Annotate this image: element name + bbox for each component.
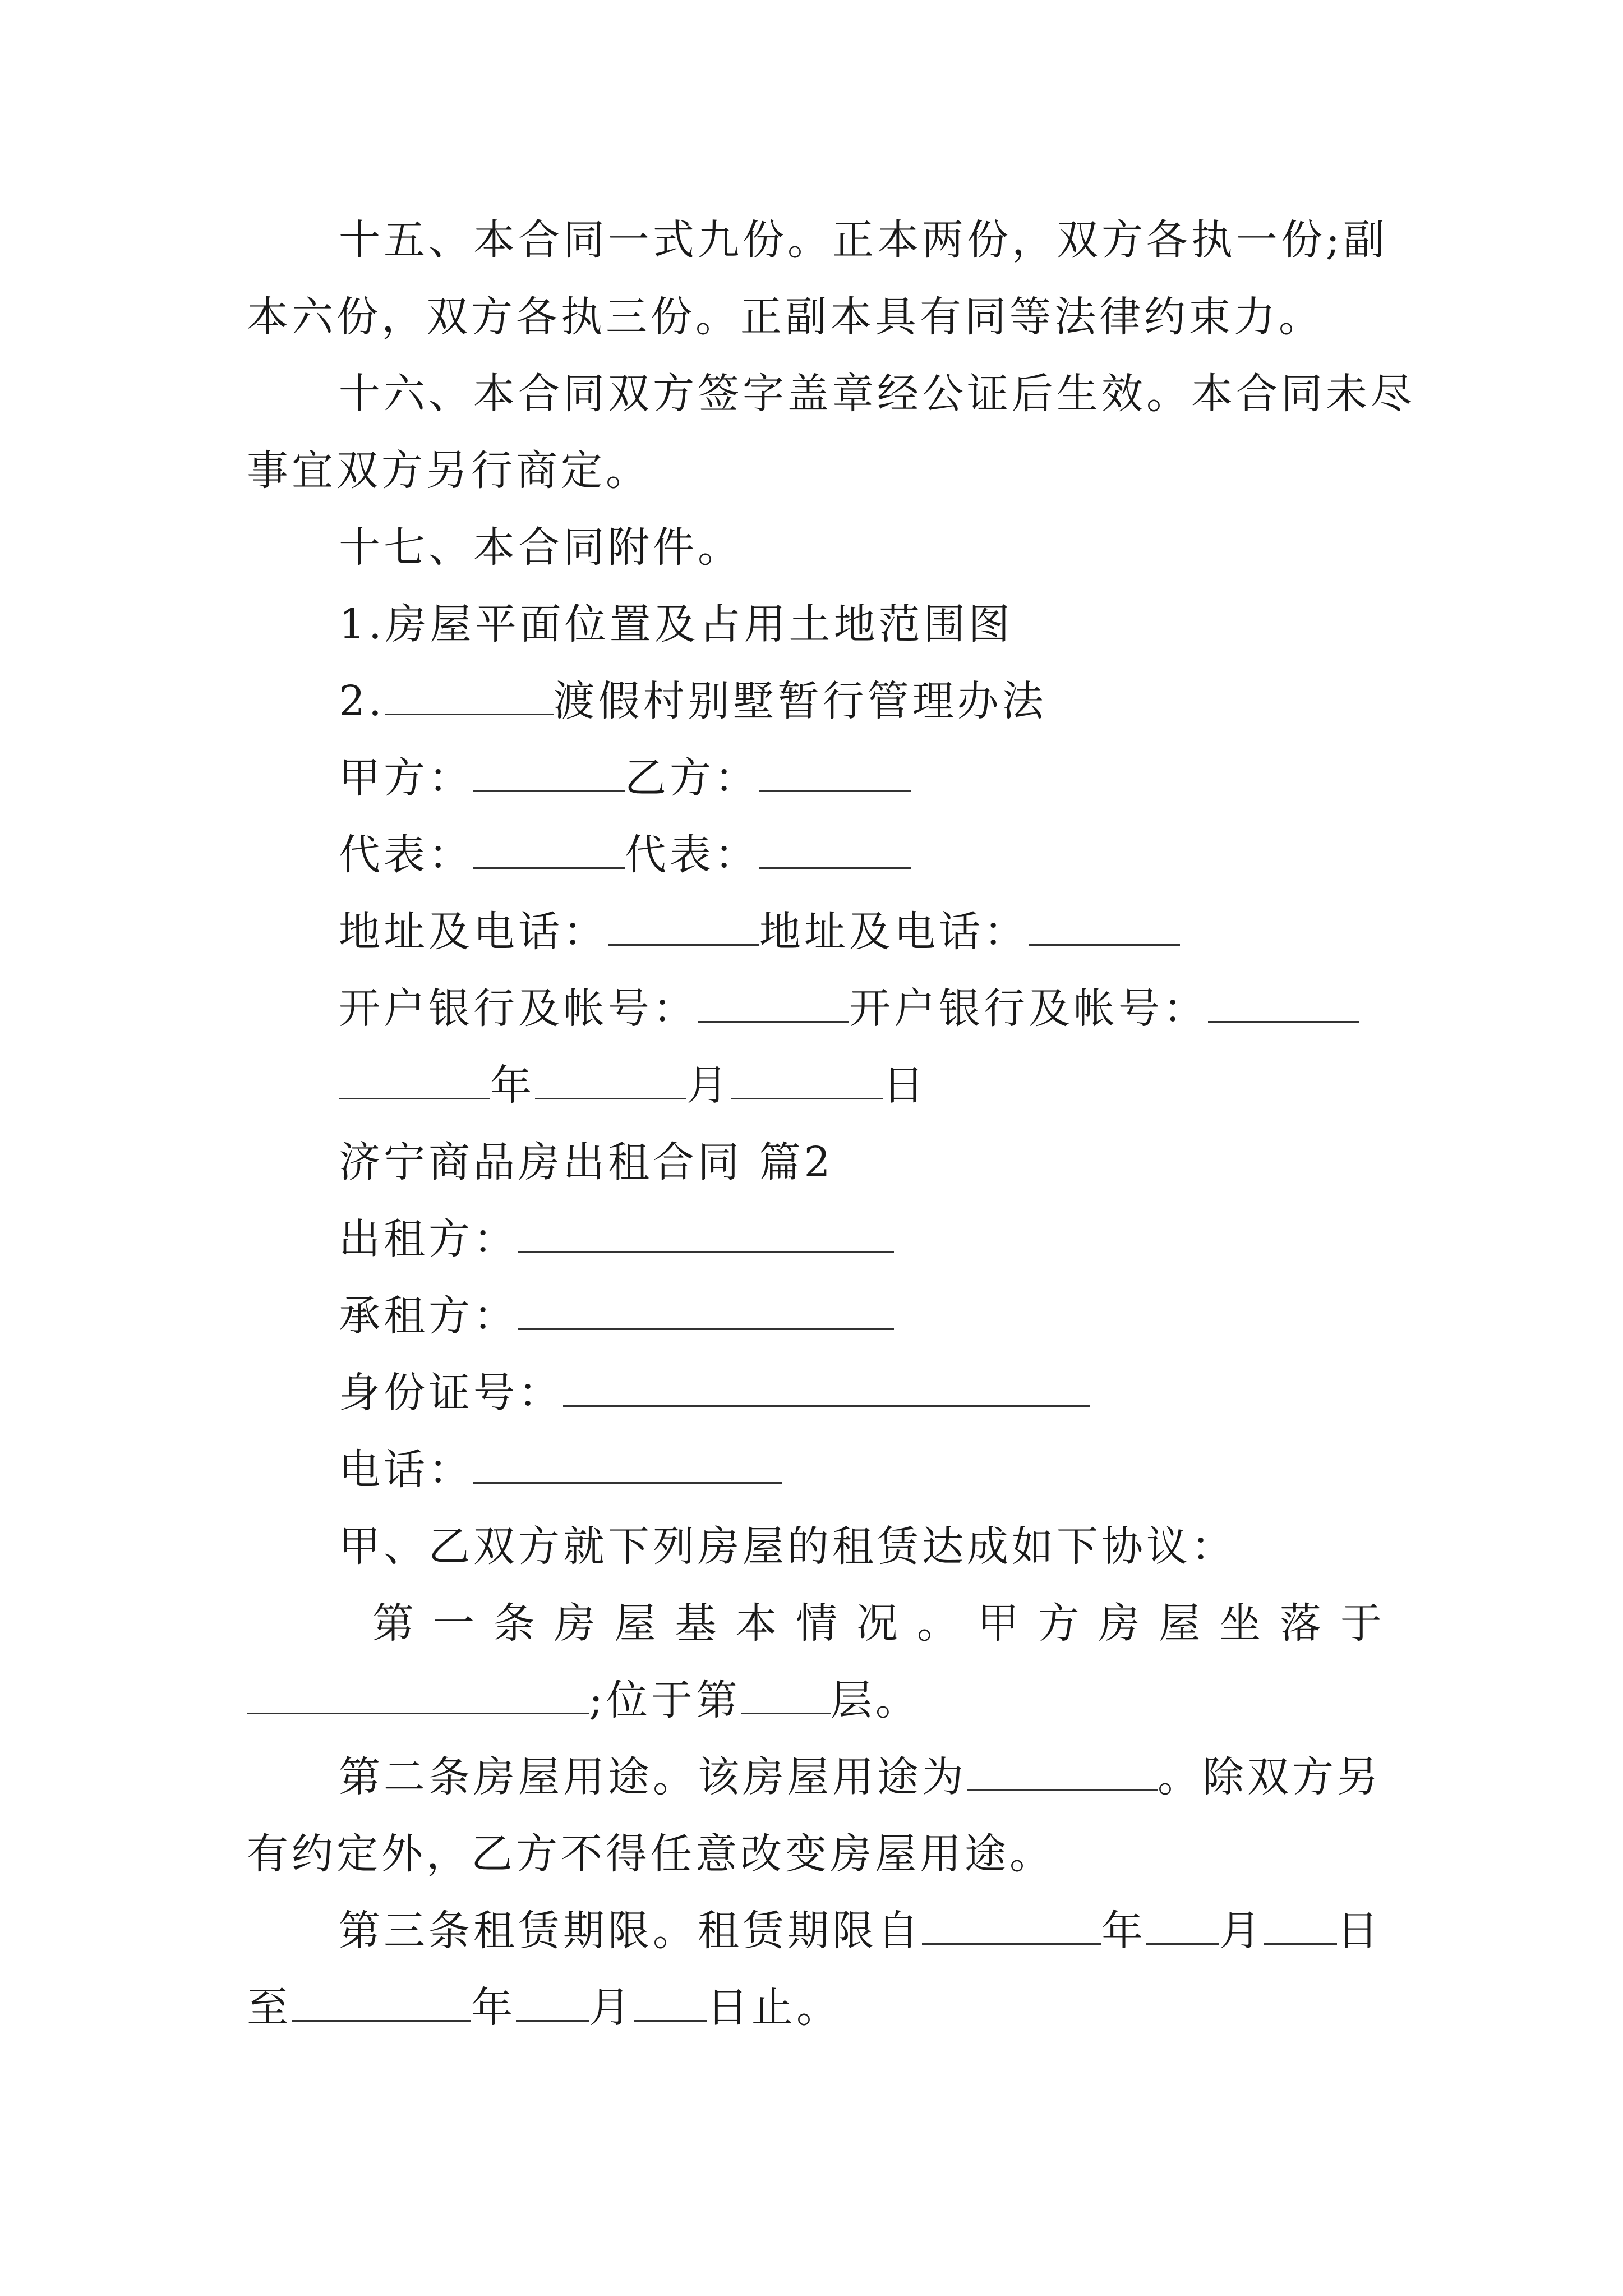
phone-line	[339, 1442, 1385, 1498]
article-1-char: 。	[916, 1599, 962, 1648]
article-3-line-2-prefix: 至	[247, 1984, 292, 2032]
article-3-prefix: 第三条租赁期限。租赁期限自	[339, 1907, 922, 1955]
end-day-blank	[634, 1981, 707, 2022]
party-b-label: 乙方：	[625, 754, 759, 802]
rep-b-label: 代表：	[625, 831, 759, 879]
article-1-line-1	[372, 1595, 1385, 1651]
clause-15-line-1: 十五、本合同一式九份。正本两份，双方各执一份;副	[339, 216, 1388, 264]
addr-b-blank	[1029, 905, 1180, 946]
agreement-intro: 甲、乙双方就下列房屋的租赁达成如下协议：	[339, 1522, 1236, 1571]
clause-17: 十七、本合同附件。	[339, 523, 743, 572]
start-day-blank	[1264, 1904, 1337, 1945]
article-1-char: 情	[796, 1599, 841, 1648]
article-2-prefix: 第二条房屋用途。该房屋用途为	[339, 1753, 967, 1801]
article-1-line-2	[247, 1672, 1385, 1728]
clause-16-line-2: 事宜双方另行商定。	[247, 447, 651, 495]
section-title: 济宁商品房出租合同 篇2	[339, 1138, 834, 1186]
floor-prefix: ;位于第	[589, 1676, 741, 1724]
bank-a-blank	[698, 982, 849, 1023]
address-phone-line	[339, 904, 1385, 960]
party-signature-line	[339, 750, 1385, 806]
end-month-blank	[516, 1981, 589, 2022]
start-year-label: 年	[1101, 1907, 1146, 1955]
start-day-label: 日	[1337, 1907, 1382, 1955]
article-1-char: 第	[372, 1599, 417, 1648]
attachment-2-text: 渡假村别墅暂行管理办法	[553, 677, 1047, 725]
addr-a-blank	[608, 905, 759, 946]
article-1-char: 落	[1280, 1599, 1325, 1648]
attachment-2	[339, 673, 1385, 729]
start-year-blank	[922, 1904, 1101, 1945]
article-1-char: 条	[493, 1599, 538, 1648]
rep-b-blank	[759, 828, 911, 869]
end-suffix: 日止。	[707, 1984, 841, 2032]
clause-15-line-2: 本六份，双方各执三份。正副本具有同等法律约束力。	[247, 293, 1324, 341]
lessee-line	[339, 1288, 1385, 1344]
article-1-char: 甲	[977, 1599, 1022, 1648]
phone-blank	[473, 1443, 782, 1484]
lessor-blank	[518, 1212, 894, 1253]
start-month-label: 月	[1219, 1907, 1264, 1955]
end-year-label: 年	[471, 1984, 516, 2032]
article-1-char: 坐	[1219, 1599, 1265, 1648]
month-label: 月	[686, 1061, 731, 1110]
article-1-char: 一	[432, 1599, 478, 1648]
article-2-line-2: 有约定外，乙方不得任意改变房屋用途。	[247, 1830, 1054, 1878]
article-1-char: 房	[1098, 1599, 1144, 1648]
phone-label: 电话：	[339, 1446, 473, 1494]
bank-b-blank	[1208, 982, 1359, 1023]
bank-account-line	[339, 981, 1385, 1037]
attachment-1: 1.房屋平面位置及占用土地范围图	[339, 600, 1013, 648]
addr-b-label: 地址及电话：	[759, 908, 1029, 956]
article-1-char: 屋	[1159, 1599, 1204, 1648]
lessee-blank	[518, 1289, 894, 1330]
article-2-line-1	[339, 1749, 1385, 1805]
rep-a-blank	[473, 828, 625, 869]
article-3-line-1	[339, 1903, 1385, 1959]
article-1-char: 屋	[614, 1599, 660, 1648]
start-month-blank	[1146, 1904, 1219, 1945]
end-month-label: 月	[589, 1984, 634, 2032]
party-a-blank	[473, 751, 625, 792]
article-1-char: 基	[675, 1599, 720, 1648]
article-1-char: 房	[554, 1599, 599, 1648]
day-blank	[731, 1059, 883, 1099]
bank-b-label: 开户银行及帐号：	[849, 984, 1208, 1033]
usage-blank	[967, 1750, 1158, 1791]
id-blank	[563, 1366, 1090, 1407]
party-b-blank	[759, 751, 911, 792]
end-year-blank	[292, 1981, 471, 2022]
clause-16-line-1: 十六、本合同双方签字盖章经公证后生效。本合同未尽	[339, 370, 1415, 418]
lessor-line	[339, 1211, 1385, 1267]
article-1-char: 况	[856, 1599, 901, 1648]
attachment-2-prefix: 2.	[339, 677, 385, 725]
floor-suffix: 层。	[830, 1676, 920, 1724]
location-blank	[247, 1673, 589, 1714]
representative-line	[339, 827, 1385, 883]
floor-blank	[741, 1673, 831, 1714]
year-blank	[339, 1059, 490, 1099]
article-1-char: 本	[735, 1599, 781, 1648]
blank-field	[385, 674, 554, 715]
bank-a-label: 开户银行及帐号：	[339, 984, 698, 1033]
party-a-label: 甲方：	[339, 754, 473, 802]
article-2-suffix: 。除双方另	[1158, 1753, 1382, 1801]
year-label: 年	[490, 1061, 535, 1110]
date-line	[339, 1057, 1385, 1114]
article-1-char: 方	[1038, 1599, 1083, 1648]
day-label: 日	[883, 1061, 928, 1110]
addr-a-label: 地址及电话：	[339, 908, 608, 956]
id-number-line	[339, 1365, 1385, 1421]
article-3-line-2	[247, 1980, 1385, 2036]
month-blank	[535, 1059, 686, 1099]
id-label: 身份证号：	[339, 1369, 563, 1417]
lessor-label: 出租方：	[339, 1215, 518, 1263]
rep-a-label: 代表：	[339, 831, 473, 879]
lessee-label: 承租方：	[339, 1292, 518, 1340]
article-1-char: 于	[1340, 1599, 1385, 1648]
